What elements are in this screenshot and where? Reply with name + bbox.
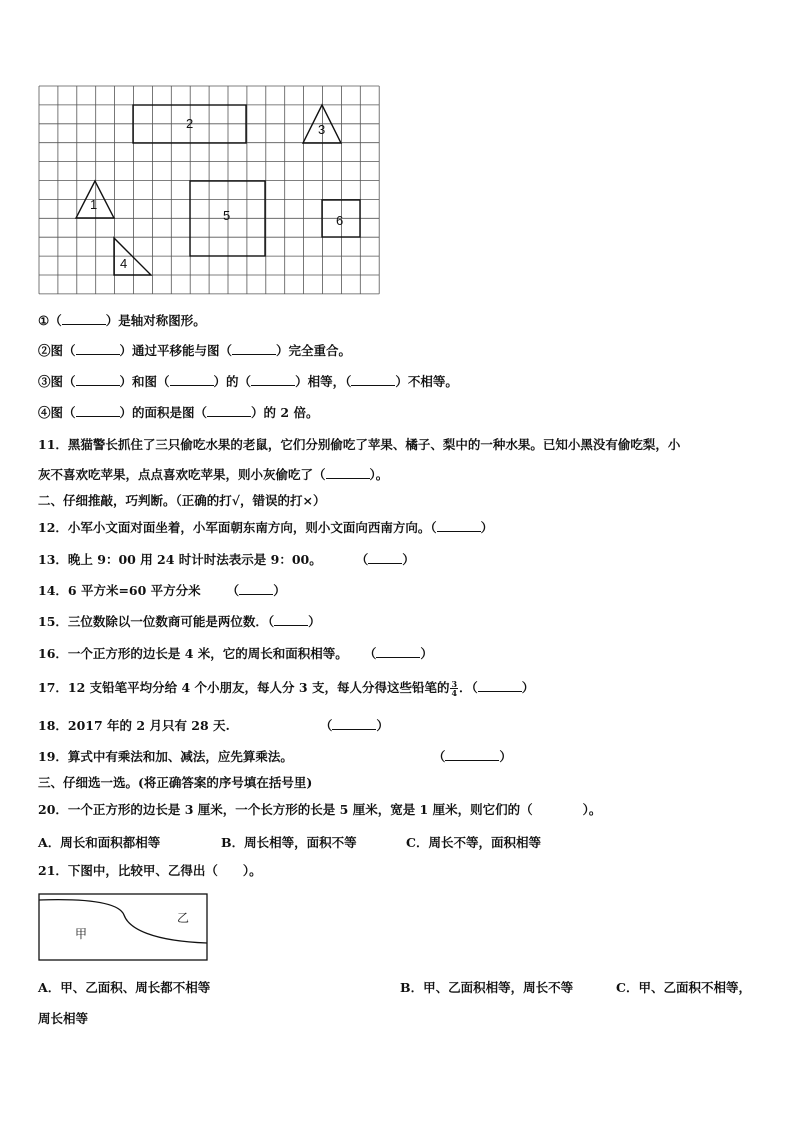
- section-3-heading: 三、仔细选一选。(将正确答案的序号填在括号里): [38, 775, 313, 790]
- question-11-line-1: 11．黑猫警长抓住了三只偷吃水果的老鼠，它们分别偷吃了苹果、橘子、梨中的一种水果。已知小黑没有偷吃梨，小: [38, 437, 681, 452]
- question-12: [38, 520, 493, 536]
- question-18-open: （: [319, 718, 333, 733]
- item-3-text-e: ）不相等。: [395, 374, 458, 389]
- fraction-numerator: 3: [451, 679, 458, 689]
- question-13: [38, 552, 415, 568]
- section-2-heading: 二、仔细推敲，巧判断。（正确的打√，错误的打×）: [38, 493, 326, 508]
- answer-blank[interactable]: [368, 552, 402, 564]
- answer-blank[interactable]: [376, 646, 420, 658]
- item-2: [38, 343, 351, 359]
- shape-grid-figure: [38, 85, 380, 295]
- question-20-option-a[interactable]: A．周长和面积都相等: [38, 835, 161, 850]
- question-14-text: 14．6 平方米=60 平方分米: [38, 583, 201, 598]
- question-21-option-b[interactable]: B．甲、乙面积相等，周长不等: [400, 980, 574, 995]
- question-16-open: （: [363, 646, 377, 661]
- item-1-mark: ①: [38, 313, 50, 328]
- item-3-text-d: ）相等，（: [295, 374, 352, 389]
- region-jia-label: 甲: [75, 927, 88, 941]
- question-15-close: ）: [308, 614, 321, 629]
- item-3-mark: ③: [38, 374, 51, 389]
- question-14-close: ）: [273, 583, 286, 598]
- answer-blank[interactable]: [207, 405, 251, 417]
- shape-4-label: 4: [120, 256, 128, 271]
- answer-blank[interactable]: [351, 374, 395, 386]
- item-4-text-a: 图（: [50, 405, 76, 420]
- answer-blank[interactable]: [170, 374, 214, 386]
- item-3-text-b: ）和图（: [119, 374, 170, 389]
- question-18-text: 18．2017 年的 2 月只有 28 天.: [38, 718, 230, 733]
- shape-2-label: 2: [186, 116, 194, 131]
- question-19-close: ）: [499, 749, 512, 764]
- fraction-three-quarters: [450, 680, 458, 697]
- question-21-text: 21．下图中，比较甲、乙得出（ ）。: [38, 863, 262, 878]
- jia-yi-figure: [38, 893, 210, 963]
- question-16-close: ）: [420, 646, 433, 661]
- question-18: [38, 718, 389, 734]
- item-2-text-b: ）通过平移能与图（: [119, 343, 233, 358]
- question-15: [38, 614, 321, 630]
- answer-blank[interactable]: [251, 374, 295, 386]
- question-19-text: 19．算式中有乘法和加、减法，应先算乘法。: [38, 749, 293, 764]
- item-4-text-b: ）的面积是图（: [119, 405, 208, 420]
- question-12-close: ）: [480, 520, 494, 535]
- question-13-close: ）: [402, 552, 415, 567]
- question-17-text: 17．12 支铅笔平均分给 4 个小朋友，每人分 3 支，每人分得这些铅笔的: [38, 680, 450, 695]
- fraction-denominator: 4: [451, 688, 458, 698]
- item-4-mark: ④: [38, 405, 51, 420]
- item-2-mark: ②: [38, 343, 51, 358]
- question-20-option-b[interactable]: B．周长相等，面积不等: [221, 835, 357, 850]
- shape-6-label: 6: [336, 213, 344, 228]
- question-15-text: 15．三位数除以一位数商可能是两位数．（: [38, 614, 275, 629]
- answer-blank[interactable]: [76, 405, 120, 417]
- answer-blank[interactable]: [332, 718, 376, 730]
- question-17: [38, 680, 534, 697]
- answer-blank[interactable]: [76, 374, 120, 386]
- shape-5-label: 5: [223, 208, 231, 223]
- question-14: [38, 583, 286, 599]
- question-13-text: 13．晚上 9：00 用 24 时计时法表示是 9：00。: [38, 552, 322, 567]
- item-2-text-c: ）完全重合。: [276, 343, 352, 358]
- question-19-open: （: [432, 749, 446, 764]
- question-11-line-2: [38, 467, 388, 483]
- item-3: [38, 374, 458, 390]
- answer-blank[interactable]: [274, 614, 308, 626]
- answer-blank[interactable]: [437, 520, 481, 532]
- item-1-text-a: （: [49, 313, 62, 328]
- item-4-text-c: ）的 2 倍。: [251, 405, 319, 420]
- outer-rectangle: [39, 894, 207, 960]
- question-16-text: 16．一个正方形的边长是 4 米，它的周长和面积相等。: [38, 646, 348, 661]
- question-21-option-a[interactable]: A．甲、乙面积、周长都不相等: [38, 980, 211, 995]
- item-3-text-c: ）的（: [213, 374, 252, 389]
- question-13-open: （: [355, 552, 369, 567]
- question-17-close: ）: [521, 680, 535, 695]
- shape-1-label: 1: [90, 197, 98, 212]
- question-12-text: 12．小军小文面对面坐着，小军面朝东南方向，则小文面向西南方向。（: [38, 520, 437, 535]
- question-17-tail: ．（: [459, 680, 478, 695]
- answer-blank[interactable]: [232, 343, 276, 355]
- item-2-text-a: 图（: [50, 343, 76, 358]
- question-20-text: 20．一个正方形的边长是 3 厘米，一个长方形的长是 5 厘米，宽是 1 厘米，则它们的（ ）。: [38, 802, 602, 817]
- answer-blank[interactable]: [62, 313, 106, 325]
- answer-blank[interactable]: [239, 583, 273, 595]
- question-21-option-c-continued: 周长相等: [38, 1011, 89, 1026]
- question-19: [38, 749, 512, 765]
- question-18-close: ）: [376, 718, 389, 733]
- answer-blank[interactable]: [445, 749, 499, 761]
- item-4: [38, 405, 318, 421]
- question-20-option-c[interactable]: C．周长不等，面积相等: [406, 835, 541, 850]
- question-11-text: 灰不喜欢吃苹果，点点喜欢吃苹果，则小灰偷吃了（: [38, 467, 326, 482]
- question-11-close: ）。: [369, 467, 389, 482]
- answer-blank[interactable]: [478, 680, 522, 692]
- item-1-text-b: ）是轴对称图形。: [105, 313, 206, 328]
- question-16: [38, 646, 433, 662]
- answer-blank[interactable]: [76, 343, 120, 355]
- question-21-option-c[interactable]: C．甲、乙面积不相等，: [616, 980, 751, 995]
- question-14-open: （: [226, 583, 240, 598]
- shape-3-label: 3: [318, 122, 326, 137]
- item-1: [38, 313, 206, 329]
- item-3-text-a: 图（: [50, 374, 76, 389]
- answer-blank[interactable]: [326, 467, 370, 479]
- region-yi-label: 乙: [177, 911, 190, 925]
